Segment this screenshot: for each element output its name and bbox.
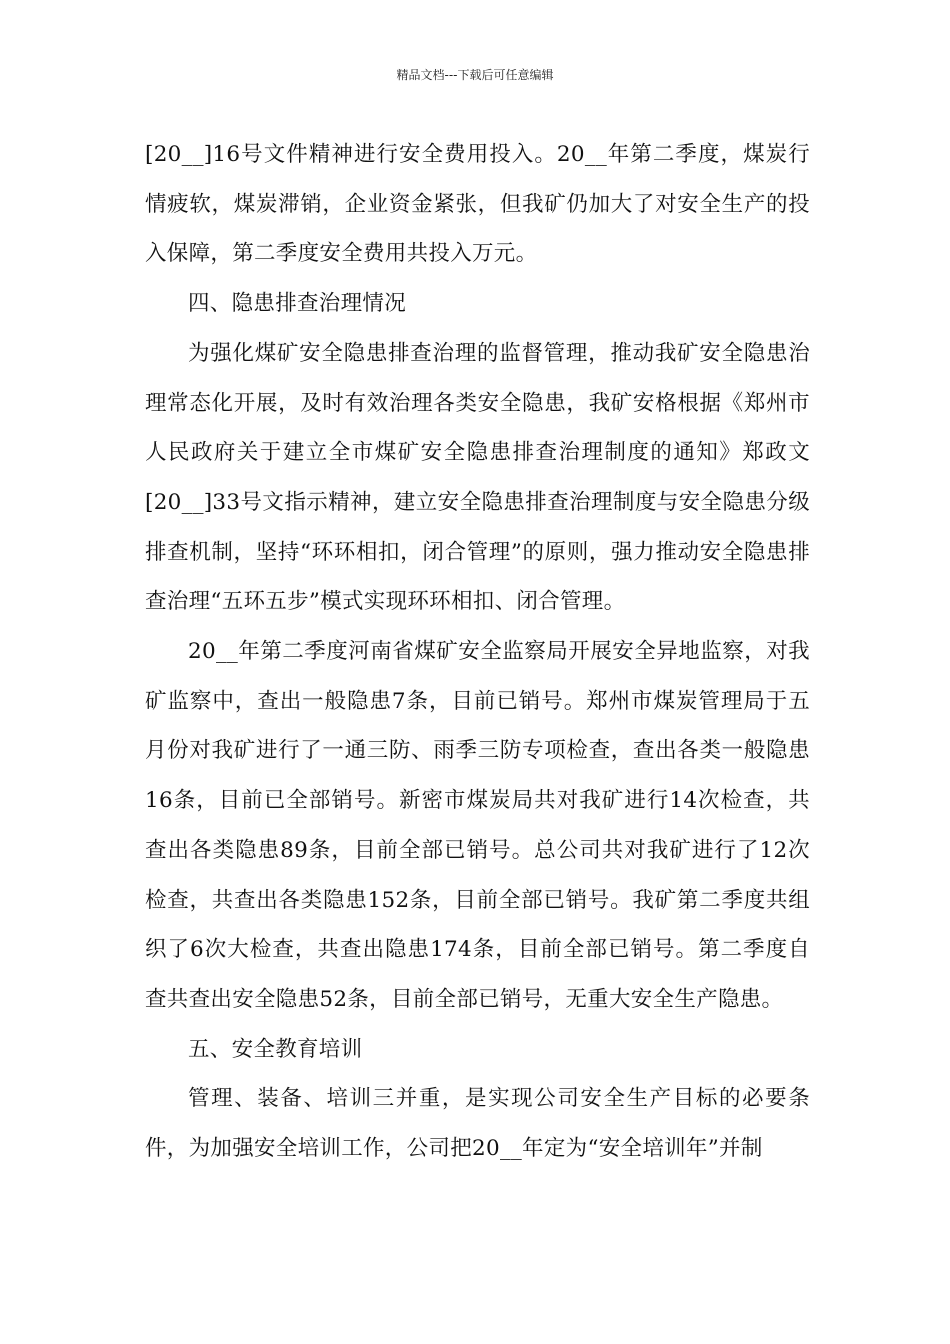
- paragraph-continuation: [20__]16号文件精神进行安全费用投入。20__年第二季度，煤炭行情疲软，煤炭滞销，企业资金紧张，但我矿仍加大了对安全生产的投入保障，第二季度安全费用共投入万元。: [145, 142, 810, 267]
- paragraph-hazard-statistics: 20__年第二季度河南省煤矿安全监察局开展安全异地监察，对我矿监察中，查出一般隐患7条，目前已销号。郑州市煤炭管理局于五月份对我矿进行了一通三防、雨季三防专项检查，查出各类一般隐患16条，目前已全部销号。新密市煤炭局共对我矿进行14次检查，共查出各类隐患89条，目前全部已销号。总公司共对我矿进行了12次检查，共查出各类隐患152条，目前全部已销号。我矿第二季度共组织了6次大检查，共查出隐患174条，目前全部已销号。第二季度自查共查出安全隐患52条，目前全部已销号，无重大安全生产隐患。: [145, 639, 810, 1012]
- paragraph-hazard-system: 为强化煤矿安全隐患排查治理的监督管理，推动我矿安全隐患治理常态化开展，及时有效治理各类安全隐患，我矿安格根据《郑州市人民政府关于建立全市煤矿安全隐患排查治理制度的通知》郑政文[20__]33号文指示精神，建立安全隐患排查治理制度与安全隐患分级排查机制，坚持“环环相扣，闭合管理”的原则，强力推动安全隐患排查治理“五环五步”模式实现环环相扣、闭合管理。: [145, 340, 810, 615]
- paragraph-training: 管理、装备、培训三并重，是实现公司安全生产目标的必要条件，为加强安全培训工作，公司把20__年定为“安全培训年”并制: [145, 1086, 810, 1162]
- section-heading-safety-training: 五、安全教育培训: [188, 1036, 363, 1062]
- page-header: 精品文档---下载后可任意编辑: [396, 68, 554, 82]
- document-body: [145, 130, 810, 1174]
- section-heading-hazard-inspection: 四、隐患排查治理情况: [188, 291, 407, 317]
